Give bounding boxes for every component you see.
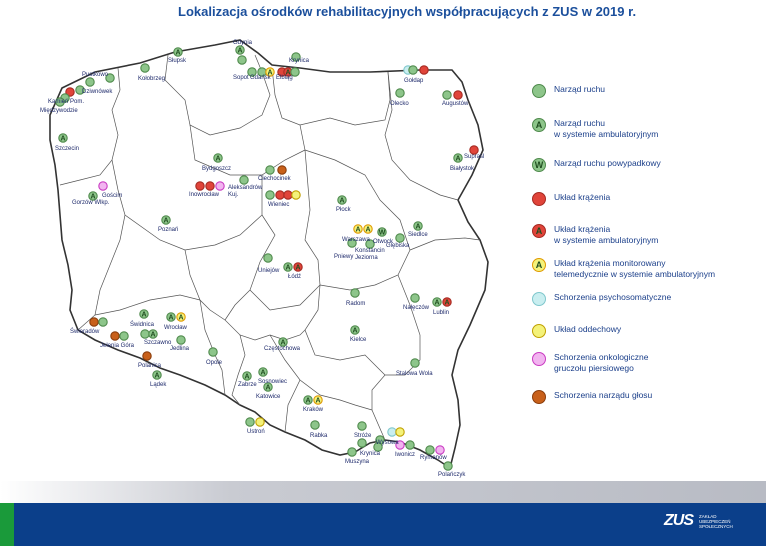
- city-label: Suprasl: [464, 154, 485, 160]
- location-marker-icon: [454, 154, 462, 163]
- city-label: Olecko: [390, 101, 409, 107]
- location-marker-icon: [140, 310, 148, 319]
- city-label: Nałęczów: [403, 305, 430, 311]
- svg-text:A: A: [244, 373, 250, 381]
- location-marker-icon: [177, 313, 185, 322]
- footer-light-band: [0, 481, 766, 503]
- zus-logo-mark: ZUS: [664, 512, 693, 529]
- location-marker-icon: [396, 89, 404, 97]
- location-marker-icon: [433, 298, 441, 307]
- location-marker-icon: [348, 448, 356, 456]
- svg-text:A: A: [339, 197, 345, 205]
- city-label: Płock: [336, 207, 351, 213]
- city-label: Jelenia Góra: [100, 343, 135, 349]
- city-label: Aleksandrów Kuj.: [228, 185, 263, 198]
- zus-logo-text: ZAKŁAD UBEZPIECZEŃ SPOŁECZNYCH: [699, 513, 733, 529]
- legend-item: [532, 118, 754, 140]
- legend-marker-icon: A: [532, 258, 546, 272]
- location-marker-icon: [436, 446, 444, 454]
- location-marker-icon: [278, 166, 286, 174]
- city-label: Szczecin: [55, 146, 80, 152]
- location-marker-icon: [111, 332, 119, 340]
- legend-marker-icon: W: [532, 158, 546, 172]
- location-marker-icon: [174, 48, 182, 57]
- city-label: Uniejów: [258, 268, 280, 274]
- legend-label: Narząd ruchu: [554, 84, 606, 94]
- svg-text:A: A: [365, 226, 371, 234]
- footer-green-stripe: [0, 503, 14, 546]
- legend-item: [532, 324, 754, 338]
- location-marker-icon: [259, 368, 267, 377]
- legend-label: Schorzenia psychosomatyczne: [554, 292, 672, 302]
- location-marker-icon: [304, 396, 312, 405]
- city-label: Gołdap: [404, 78, 424, 84]
- svg-text:A: A: [352, 327, 358, 335]
- legend-marker-icon: [532, 390, 546, 404]
- city-label: Stróże: [354, 433, 372, 439]
- city-label: Inowrocław: [189, 192, 220, 198]
- location-marker-icon: [238, 56, 246, 64]
- city-label: Gdynia: [233, 40, 253, 46]
- svg-text:A: A: [415, 223, 421, 231]
- location-marker-icon: [216, 182, 224, 190]
- city-label: Kołobrzeg: [138, 76, 166, 82]
- svg-text:A: A: [260, 369, 266, 377]
- location-marker-icon: [209, 348, 217, 356]
- svg-text:A: A: [215, 155, 221, 163]
- city-label: Krynica: [360, 451, 381, 457]
- legend-item: [532, 84, 754, 98]
- location-marker-icon: [196, 182, 204, 190]
- svg-text:W: W: [378, 229, 386, 237]
- location-marker-icon: [240, 176, 248, 184]
- location-marker-icon: [246, 418, 254, 426]
- city-label: Polanica: [138, 363, 162, 369]
- location-marker-icon: [266, 166, 274, 174]
- legend-marker-icon: [532, 292, 546, 306]
- city-label: Radom: [346, 301, 366, 307]
- location-marker-icon: [409, 66, 417, 74]
- location-marker-icon: [411, 359, 419, 367]
- location-marker-icon: [90, 318, 98, 326]
- city-label: Pustkowo: [82, 72, 109, 78]
- location-marker-icon: [149, 330, 157, 339]
- location-marker-icon: [206, 182, 214, 190]
- city-label: Łódź: [288, 274, 302, 280]
- svg-text:A: A: [237, 47, 243, 55]
- zus-logo: [664, 512, 739, 530]
- city-label: Stalowa Wola: [396, 371, 433, 377]
- city-label: Wysowa: [376, 440, 399, 446]
- svg-text:A: A: [280, 339, 286, 347]
- legend-marker-icon: [532, 352, 546, 366]
- legend-label: Narząd ruchu w systemie ambulatoryjnym: [554, 118, 659, 139]
- legend-marker-icon: A: [532, 224, 546, 238]
- location-marker-icon: [120, 332, 128, 340]
- location-marker-icon: [167, 313, 175, 322]
- city-label: Iwonicz: [395, 452, 416, 458]
- city-label: Białystok: [450, 166, 475, 172]
- legend-item: [532, 292, 754, 306]
- location-marker-icon: [284, 263, 292, 272]
- svg-text:A: A: [444, 299, 450, 307]
- svg-text:A: A: [285, 264, 291, 272]
- location-marker-icon: [396, 234, 404, 242]
- svg-text:A: A: [178, 314, 184, 322]
- city-label: Ciechocinek: [258, 176, 291, 182]
- location-marker-icon: [276, 191, 284, 199]
- city-label: Lądek: [150, 382, 167, 388]
- location-marker-icon: [141, 64, 149, 72]
- location-marker-icon: [406, 441, 414, 449]
- location-marker-icon: [396, 428, 404, 436]
- legend-label: Układ krążenia: [554, 192, 611, 202]
- location-marker-icon: [444, 462, 452, 470]
- city-label: Rabka: [310, 433, 328, 439]
- location-marker-icon: [443, 91, 451, 99]
- location-marker-icon: [243, 372, 251, 381]
- city-label: Pniewy: [334, 254, 354, 260]
- location-marker-icon: [314, 396, 322, 405]
- city-label: Lublin: [433, 310, 450, 316]
- location-marker-icon: [358, 439, 366, 447]
- location-marker-icon: [443, 298, 451, 307]
- legend-label: Schorzenia onkologiczne gruczołu piersiowego: [554, 352, 649, 373]
- legend-label: Układ krążenia w systemie ambulatoryjnym: [554, 224, 659, 245]
- city-label: Rymanów: [420, 455, 447, 461]
- svg-text:A: A: [175, 49, 181, 57]
- city-label: Gdańsk: [250, 75, 271, 81]
- city-label: Wieniec: [268, 202, 290, 208]
- legend-item: [532, 158, 754, 172]
- legend-label: Narząd ruchu powypadkowy: [554, 158, 661, 168]
- city-label: Kielce: [350, 337, 367, 343]
- location-marker-icon: [86, 78, 94, 86]
- location-marker-icon: [364, 225, 372, 234]
- svg-text:A: A: [434, 299, 440, 307]
- location-marker-icon: [420, 66, 428, 74]
- footer-band: [0, 503, 766, 546]
- city-label: Sosnowiec: [258, 379, 288, 385]
- legend-label: Układ oddechowy: [554, 324, 622, 334]
- city-label: Zabrze: [238, 382, 257, 388]
- location-marker-icon: [454, 91, 462, 99]
- location-marker-icon: [311, 421, 319, 429]
- svg-text:A: A: [141, 311, 147, 319]
- legend-marker-icon: [532, 192, 546, 206]
- svg-text:A: A: [355, 226, 361, 234]
- location-marker-icon: [162, 216, 170, 225]
- svg-text:A: A: [285, 69, 291, 77]
- location-marker-icon: [294, 263, 302, 272]
- location-marker-icon: [256, 418, 264, 426]
- svg-text:A: A: [163, 217, 169, 225]
- svg-text:A: A: [265, 384, 271, 392]
- city-label: Bydgoszcz: [202, 166, 232, 172]
- city-label: Augustów: [442, 101, 469, 107]
- svg-text:A: A: [60, 135, 66, 143]
- location-marker-icon: [470, 146, 478, 154]
- location-marker-icon: [426, 446, 434, 454]
- location-marker-icon: [351, 289, 359, 297]
- city-label: Elbląg: [276, 75, 293, 81]
- legend-label: Schorzenia narządu głosu: [554, 390, 653, 400]
- city-label: Polańczyk: [438, 472, 466, 478]
- svg-text:A: A: [295, 264, 301, 272]
- legend-item: [532, 224, 754, 246]
- city-label: Częstochowa: [264, 346, 301, 352]
- location-marker-icon: [338, 196, 346, 205]
- svg-text:A: A: [90, 193, 96, 201]
- legend-marker-icon: [532, 324, 546, 338]
- city-label: Gościm: [102, 193, 123, 199]
- city-label: Katowice: [256, 394, 281, 400]
- legend-marker-icon: [532, 84, 546, 98]
- svg-text:A: A: [154, 372, 160, 380]
- location-marker-icon: [266, 191, 274, 199]
- location-marker-icon: [59, 134, 67, 143]
- city-label: Międzywodzie: [40, 108, 78, 114]
- location-marker-icon: [177, 336, 185, 344]
- location-marker-icon: [351, 326, 359, 335]
- city-label: Warszawa: [342, 237, 370, 243]
- svg-text:A: A: [455, 155, 461, 163]
- city-label: Siedlce: [408, 232, 428, 238]
- city-label: Gorzów Wlkp.: [72, 200, 110, 206]
- svg-text:A: A: [305, 397, 311, 405]
- city-label: Szczawno: [144, 340, 172, 346]
- city-label: Kraków: [303, 407, 324, 413]
- location-marker-icon: [378, 228, 386, 237]
- city-label: Krynica: [289, 58, 310, 64]
- city-label: Dziwnówek: [82, 89, 113, 95]
- city-label: Świdnica: [130, 322, 155, 328]
- svg-text:A: A: [267, 69, 273, 77]
- legend-marker-icon: A: [532, 118, 546, 132]
- location-marker-icon: [99, 318, 107, 326]
- city-label: Otwock: [373, 239, 394, 245]
- legend-item: [532, 352, 754, 374]
- city-label: Glębiska: [386, 243, 410, 249]
- svg-text:A: A: [315, 397, 321, 405]
- location-marker-icon: [264, 254, 272, 262]
- city-label: Muszyna: [345, 459, 370, 465]
- location-marker-icon: [143, 352, 151, 360]
- location-marker-icon: [411, 294, 419, 302]
- location-marker-icon: [214, 154, 222, 163]
- legend-item: [532, 390, 754, 404]
- map-title: Lokalizacja ośrodków rehabilitacyjnych współpracujących z ZUS w 2019 r.: [178, 4, 637, 19]
- svg-text:A: A: [150, 331, 156, 339]
- location-marker-icon: [354, 225, 362, 234]
- location-marker-icon: [284, 191, 292, 199]
- city-label: Sopot: [233, 75, 249, 81]
- city-label: Jedlina: [170, 346, 190, 352]
- location-marker-icon: [358, 422, 366, 430]
- city-label: Ustroń: [247, 429, 265, 435]
- location-marker-icon: [153, 371, 161, 380]
- location-marker-icon: [141, 330, 149, 338]
- city-label: Kamień Pom.: [48, 99, 85, 105]
- location-marker-icon: [414, 222, 422, 231]
- legend-label: Układ krążenia monitorowany telemedycznie w systemie ambulatoryjnym: [554, 258, 716, 279]
- location-marker-icon: [99, 182, 107, 190]
- legend-item: [532, 192, 754, 206]
- city-label: Słupsk: [168, 58, 187, 64]
- legend-item: [532, 258, 754, 280]
- city-label: Świeradów: [70, 329, 100, 335]
- city-label: Opole: [206, 360, 223, 366]
- location-marker-icon: [236, 46, 244, 55]
- svg-text:A: A: [168, 314, 174, 322]
- location-marker-icon: [388, 428, 396, 436]
- city-label: Konstancin Jeziorna: [355, 248, 385, 261]
- city-label: Wrocław: [164, 325, 187, 331]
- city-label: Poznań: [158, 227, 179, 233]
- location-marker-icon: [292, 191, 300, 199]
